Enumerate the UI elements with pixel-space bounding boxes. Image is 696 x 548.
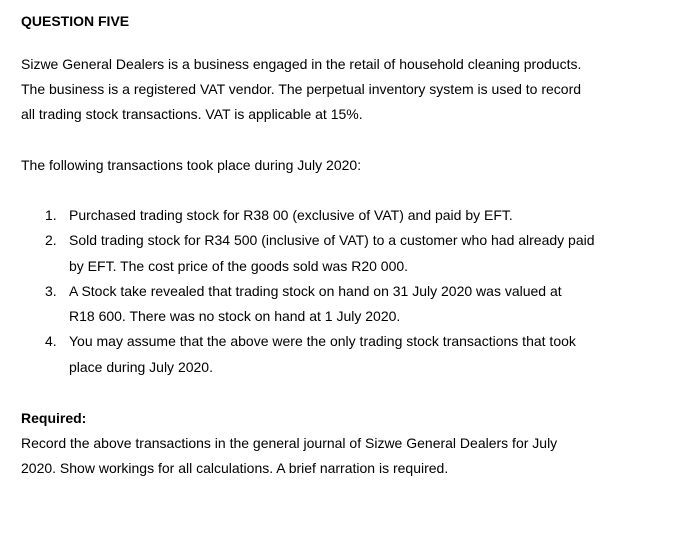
intro-line: all trading stock transactions. VAT is applicable at 15%. (21, 106, 363, 122)
transaction-item (21, 329, 595, 380)
transaction-line: You may assume that the above were the only trading stock transactions that took (69, 333, 576, 350)
transaction-line: by EFT. The cost price of the goods sold was R20 000. (69, 257, 409, 274)
transaction-item (21, 228, 595, 279)
required-line: 2020. Show workings for all calculations. A brief narration is required. (21, 460, 449, 476)
transaction-item (21, 279, 595, 330)
transaction-number: 2. (45, 232, 57, 249)
transaction-number: 4. (45, 333, 57, 350)
transactions-intro: The following transactions took place during July 2020: (21, 157, 362, 173)
required-paragraph (21, 431, 557, 481)
transaction-line: R18 600. There was no stock on hand at 1 July 2020. (69, 308, 401, 325)
intro-line: The business is a registered VAT vendor. The perpetual inventory system is used to record (21, 81, 582, 97)
transaction-item (21, 203, 595, 228)
transactions-list (21, 203, 595, 380)
intro-paragraph (21, 52, 581, 127)
transaction-line: Sold trading stock for R34 500 (inclusive of VAT) to a customer who had already paid (69, 232, 595, 249)
transaction-line: place during July 2020. (69, 358, 213, 375)
transaction-line: Purchased trading stock for R38 00 (exclusive of VAT) and paid by EFT. (69, 207, 513, 223)
intro-line: Sizwe General Dealers is a business engaged in the retail of household cleaning products. (21, 56, 582, 72)
required-line: Record the above transactions in the general journal of Sizwe General Dealers for July (21, 435, 558, 451)
transaction-number: 3. (45, 282, 57, 299)
required-heading: Required: (21, 410, 87, 426)
transaction-line: A Stock take revealed that trading stock on hand on 31 July 2020 was valued at (69, 282, 562, 299)
transaction-number: 1. (45, 207, 57, 223)
question-title: QUESTION FIVE (21, 13, 130, 29)
